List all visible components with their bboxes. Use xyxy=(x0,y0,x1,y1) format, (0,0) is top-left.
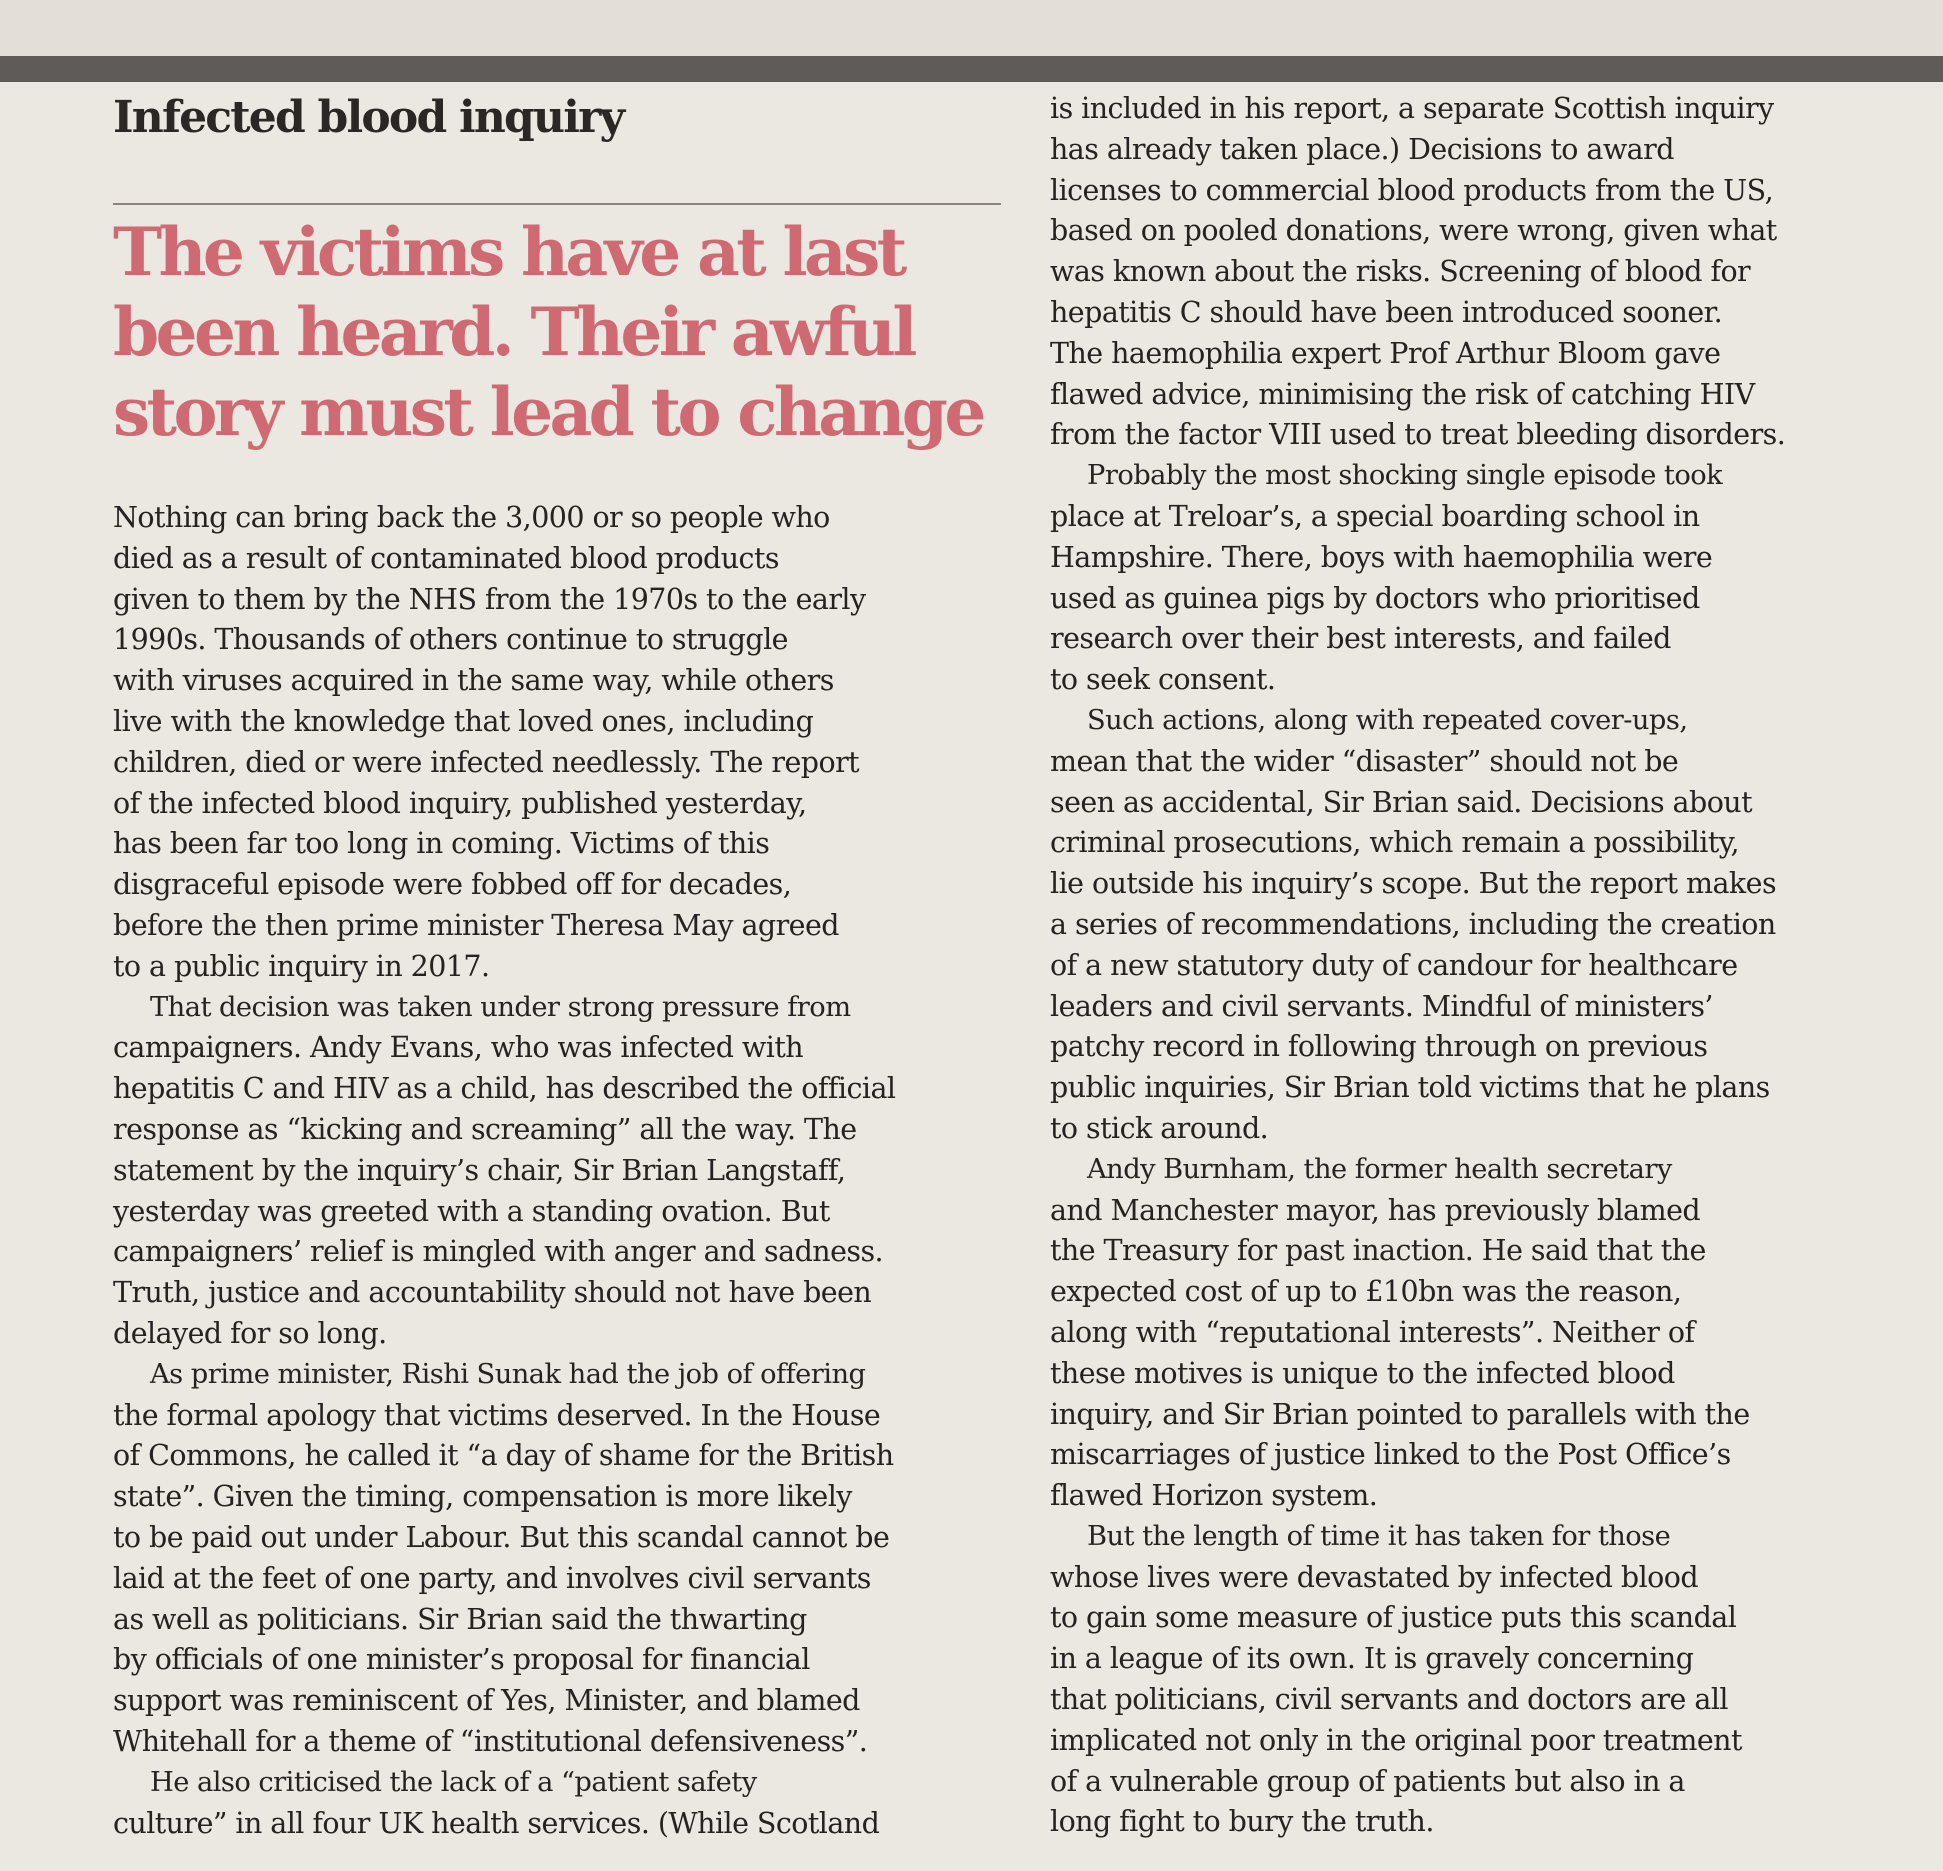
text-line: a series of recommendations, including the creation xyxy=(1050,907,1776,941)
text-line: lie outside his inquiry’s scope. But the report makes xyxy=(1050,867,1777,901)
top-page-edge xyxy=(0,0,1943,56)
text-line: Andy Burnham, the former health secretary xyxy=(1087,1153,1672,1185)
article-paragraph xyxy=(1050,701,1930,1150)
article-paragraph xyxy=(1050,1517,1930,1843)
text-line: campaigners. Andy Evans, who was infected with xyxy=(113,1031,804,1065)
text-line: patchy record in following through on previous xyxy=(1050,1030,1708,1064)
text-line: these motives is unique to the infected blood xyxy=(1050,1356,1675,1390)
article-paragraph xyxy=(113,988,1013,1355)
text-line: of a vulnerable group of patients but also in a xyxy=(1050,1764,1685,1798)
text-line: is included in his report, a separate Scottish inquiry xyxy=(1050,92,1774,125)
text-line: based on pooled donations, were wrong, given what xyxy=(1050,214,1777,248)
text-line: used as guinea pigs by doctors who prioritised xyxy=(1050,581,1700,615)
text-line: expected cost of up to £10bn was the reason, xyxy=(1050,1275,1682,1309)
text-line: that politicians, civil servants and doctors are all xyxy=(1050,1683,1728,1717)
text-line: criminal prosecutions, which remain a possibility, xyxy=(1050,826,1740,860)
article-paragraph xyxy=(113,498,1013,988)
headline-line: story must lead to change xyxy=(113,373,983,451)
text-line: along with “reputational interests”. Neither of xyxy=(1050,1315,1695,1349)
text-line: implicated not only in the original poor treatment xyxy=(1050,1723,1742,1757)
text-line: seen as accidental, Sir Brian said. Decisions about xyxy=(1050,785,1753,819)
text-line: before the then prime minister Theresa May agreed xyxy=(113,908,839,942)
text-line: Such actions, along with repeated cover-ups, xyxy=(1087,704,1688,736)
text-line: But the length of time it has taken for those xyxy=(1087,1520,1671,1552)
text-line: from the factor VIII used to treat bleeding disorders. xyxy=(1050,418,1786,452)
text-line: campaigners’ relief is mingled with anger and sadness. xyxy=(113,1235,884,1269)
text-line: response as “kicking and screaming” all the way. The xyxy=(113,1112,857,1146)
section-label: Infected blood inquiry xyxy=(113,92,624,143)
text-line: Nothing can bring back the 3,000 or so people who xyxy=(113,501,830,534)
text-line: mean that the wider “disaster” should not be xyxy=(1050,744,1679,778)
text-line: delayed for so long. xyxy=(113,1316,387,1350)
text-line: flawed Horizon system. xyxy=(1050,1479,1378,1513)
text-line: 1990s. Thousands of others continue to struggle xyxy=(113,623,788,657)
text-line: licenses to commercial blood products from the US, xyxy=(1050,173,1774,207)
article-paragraph xyxy=(1050,89,1930,456)
text-line: to stick around. xyxy=(1050,1111,1269,1145)
article-paragraph xyxy=(1050,456,1930,701)
top-rule-bar xyxy=(0,56,1943,82)
text-line: of the infected blood inquiry, published yesterday, xyxy=(113,786,807,820)
text-line: of Commons, he called it “a day of shame for the British xyxy=(113,1439,894,1473)
text-line: statement by the inquiry’s chair, Sir Brian Langstaff, xyxy=(113,1153,846,1187)
text-line: Whitehall for a theme of “institutional defensiveness”. xyxy=(113,1724,868,1758)
text-line: yesterday was greeted with a standing ovation. But xyxy=(113,1194,830,1228)
text-line: live with the knowledge that loved ones, including xyxy=(113,704,814,738)
text-line: of a new statutory duty of candour for healthcare xyxy=(1050,948,1738,982)
text-line: to a public inquiry in 2017. xyxy=(113,949,490,983)
text-line: Hampshire. There, boys with haemophilia were xyxy=(1050,540,1713,574)
text-line: given to them by the NHS from the 1970s to the early xyxy=(113,582,866,616)
text-line: laid at the feet of one party, and involves civil servants xyxy=(113,1561,871,1595)
text-line: to be paid out under Labour. But this scandal cannot be xyxy=(113,1520,890,1554)
article-paragraph xyxy=(1050,1150,1930,1517)
text-line: children, died or were infected needlessly. The report xyxy=(113,745,860,779)
text-line: disgraceful episode were fobbed off for decades, xyxy=(113,868,792,902)
article-paragraph xyxy=(113,1355,1013,1763)
text-line: research over their best interests, and failed xyxy=(1050,622,1671,656)
text-line: miscarriages of justice linked to the Post Office’s xyxy=(1050,1438,1731,1472)
headline-line: been heard. Their awful xyxy=(113,293,914,371)
headline-divider xyxy=(113,203,1001,205)
text-line: in a league of its own. It is gravely concerning xyxy=(1050,1642,1694,1676)
text-line: as well as politicians. Sir Brian said the thwarting xyxy=(113,1602,807,1636)
text-line: the Treasury for past inaction. He said that the xyxy=(1050,1234,1706,1268)
article-column-right xyxy=(1050,89,1930,1843)
text-line: support was reminiscent of Yes, Minister, and blamed xyxy=(113,1684,860,1718)
article-column-left xyxy=(113,498,1013,1844)
text-line: with viruses acquired in the same way, while others xyxy=(113,664,834,698)
text-line: has been far too long in coming. Victims of this xyxy=(113,827,770,861)
headline-line: The victims have at last xyxy=(113,213,904,291)
text-line: place at Treloar’s, a special boarding school in xyxy=(1050,499,1700,533)
text-line: died as a result of contaminated blood products xyxy=(113,541,779,575)
text-line: culture” in all four UK health services. (While Scotland xyxy=(113,1806,880,1840)
text-line: the formal apology that victims deserved. In the House xyxy=(113,1398,881,1432)
text-line: hepatitis C should have been introduced sooner. xyxy=(1050,295,1723,329)
text-line: and Manchester mayor, has previously blamed xyxy=(1050,1193,1701,1227)
text-line: As prime minister, Rishi Sunak had the job of offering xyxy=(150,1358,866,1390)
text-line: inquiry, and Sir Brian pointed to parallels with the xyxy=(1050,1397,1750,1431)
headline xyxy=(113,212,1013,452)
text-line: whose lives were devastated by infected blood xyxy=(1050,1560,1699,1594)
text-line: He also criticised the lack of a “patient safety xyxy=(150,1766,757,1798)
text-line: Truth, justice and accountability should not have been xyxy=(113,1276,872,1310)
text-line: Probably the most shocking single episode took xyxy=(1087,460,1723,492)
text-line: hepatitis C and HIV as a child, has described the official xyxy=(113,1072,896,1106)
text-line: to gain some measure of justice puts this scandal xyxy=(1050,1601,1737,1635)
text-line: to seek consent. xyxy=(1050,663,1276,697)
article-paragraph xyxy=(113,1763,1013,1845)
text-line: public inquiries, Sir Brian told victims that he plans xyxy=(1050,1071,1770,1105)
text-line: That decision was taken under strong pressure from xyxy=(150,991,851,1023)
text-line: has already taken place.) Decisions to award xyxy=(1050,132,1674,166)
text-line: long fight to bury the truth. xyxy=(1050,1805,1434,1839)
text-line: was known about the risks. Screening of blood for xyxy=(1050,255,1751,289)
text-line: leaders and civil servants. Mindful of ministers’ xyxy=(1050,989,1713,1023)
text-line: state”. Given the timing, compensation is more likely xyxy=(113,1480,852,1514)
text-line: flawed advice, minimising the risk of catching HIV xyxy=(1050,377,1755,411)
text-line: The haemophilia expert Prof Arthur Bloom gave xyxy=(1050,336,1721,370)
text-line: by officials of one minister’s proposal for financial xyxy=(113,1643,810,1677)
